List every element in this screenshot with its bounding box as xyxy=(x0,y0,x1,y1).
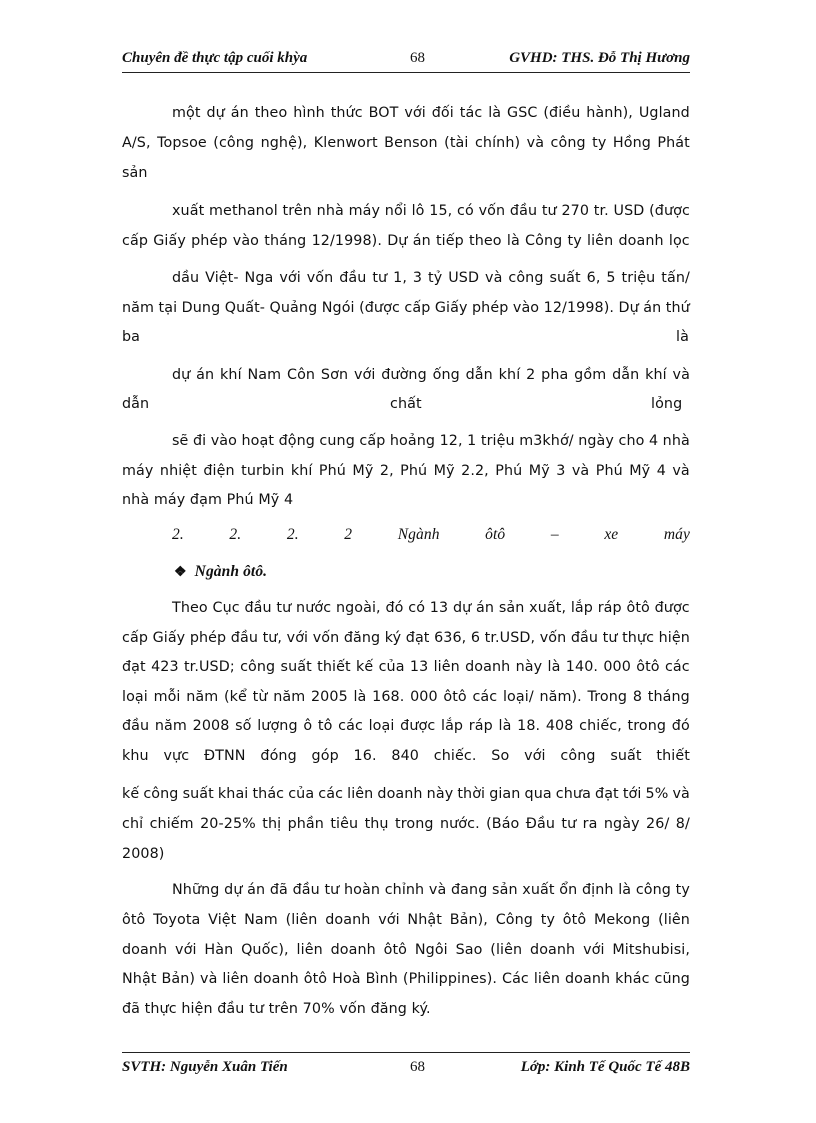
text-line: dự án khí Nam Côn Sơn với đường ống dẫn khí 2 pha gồm dẫn khí và xyxy=(172,367,690,383)
text-line: Nhật Bản) và liên doanh ôtô Hoà Bình (Philippines). Các liên doanh khác cũng xyxy=(122,971,690,987)
text-line: Những dự án đã đầu tư hoàn chỉnh và đang sản xuất ổn định là công ty xyxy=(172,882,690,898)
heading-part: – xyxy=(550,526,559,543)
section-heading xyxy=(172,526,690,544)
heading-part: 2 xyxy=(344,526,353,543)
header-supervisor: GVHD: THS. Đỗ Thị Hương xyxy=(509,50,690,66)
text-line: đầu năm 2008 số lượng ô tô các loại được lắp ráp là 18. 408 chiếc, trong đó xyxy=(122,718,690,734)
header-title: Chuyên đề thực tập cuối khỳa xyxy=(122,50,308,66)
text-line: sẽ đi vào hoạt động cung cấp hoảng 12, 1 triệu m3khớ/ ngày cho 4 nhà xyxy=(172,433,690,449)
text-line: máy nhiệt điện turbin khí Phú Mỹ 2, Phú Mỹ 2.2, Phú Mỹ 3 và Phú Mỹ 4 và xyxy=(122,463,690,479)
text-line: ba xyxy=(122,329,141,345)
text-line: Theo Cục đầu tư nước ngoài, đó có 13 dự án sản xuất, lắp ráp ôtô được xyxy=(172,600,690,616)
heading-part: 2. xyxy=(286,526,299,543)
text-line: lỏng xyxy=(651,396,683,412)
text-line: đã thực hiện đầu tư trên 70% vốn đăng ký. xyxy=(122,1001,431,1017)
text-line: một dự án theo hình thức BOT với đối tác là GSC (điều hành), Ugland xyxy=(172,105,690,121)
heading-part: máy xyxy=(663,526,690,543)
diamond-bullet-icon: ❖ xyxy=(174,565,187,580)
footer-page-number: 68 xyxy=(410,1059,425,1075)
text-line: 2008) xyxy=(122,846,165,862)
footer-divider xyxy=(122,1052,690,1053)
heading-part: Ngành xyxy=(397,526,440,543)
text-line: khu vực ĐTNN đóng góp 16. 840 chiếc. So với công suất thiết xyxy=(122,748,690,764)
text-line: cấp Giấy phép vào tháng 12/1998). Dự án tiếp theo là Công ty liên doanh lọc xyxy=(122,233,690,249)
text-line: nhà máy đạm Phú Mỹ 4 xyxy=(122,492,294,508)
header-page-number: 68 xyxy=(410,50,425,66)
text-line: kế công suất khai thác của các liên doanh này thời gian qua chưa đạt tới 5% và xyxy=(122,786,690,802)
text-line: sản xyxy=(122,165,148,181)
footer-student: SVTH: Nguyễn Xuân Tiến xyxy=(122,1059,288,1075)
text-line: dẫn xyxy=(122,396,150,412)
header-divider xyxy=(122,72,690,73)
text-line: A/S, Topsoe (công nghệ), Klenwort Benson (tài chính) và công ty Hồng Phát xyxy=(122,135,690,151)
text-line: chỉ chiếm 20-25% thị phần tiêu thụ trong nước. (Báo Đầu tư ra ngày 26/ 8/ xyxy=(122,816,690,832)
heading-part: 2. xyxy=(229,526,242,543)
heading-part: 2. xyxy=(172,526,184,543)
text-line: cấp Giấy phép đầu tư, với vốn đăng ký đạt 636, 6 tr.USD, vốn đầu tư thực hiện xyxy=(122,630,690,646)
text-line: doanh với Hàn Quốc), liên doanh ôtô Ngôi Sao (liên doanh với Mitshubisi, xyxy=(122,942,690,958)
text-line: năm tại Dung Quất- Quảng Ngói (được cấp Giấy phép vào 12/1998). Dự án thứ xyxy=(122,300,690,316)
subsection-title: Ngành ôtô. xyxy=(194,563,268,580)
text-line: dầu Việt- Nga với vốn đầu tư 1, 3 tỷ USD và công suất 6, 5 triệu tấn/ xyxy=(172,270,690,286)
text-line: loại mỗi năm (kể từ năm 2005 là 168. 000 ôtô các loại/ năm). Trong 8 tháng xyxy=(122,689,690,705)
text-line: là xyxy=(676,329,689,345)
heading-part: ôtô xyxy=(485,526,506,543)
text-line: ôtô Toyota Việt Nam (liên doanh với Nhật Bản), Công ty ôtô Mekong (liên xyxy=(122,912,690,928)
footer-class: Lớp: Kinh Tế Quốc Tế 48B xyxy=(520,1059,690,1075)
text-line: đạt 423 tr.USD; công suất thiết kế của 13 liên doanh này là 140. 000 ôtô các xyxy=(122,659,690,675)
text-line: xuất methanol trên nhà máy nổi lô 15, có vốn đầu tư 270 tr. USD (được xyxy=(172,203,690,219)
subsection-heading xyxy=(174,563,267,582)
heading-part: xe xyxy=(604,526,619,543)
text-line: chất xyxy=(390,396,422,412)
